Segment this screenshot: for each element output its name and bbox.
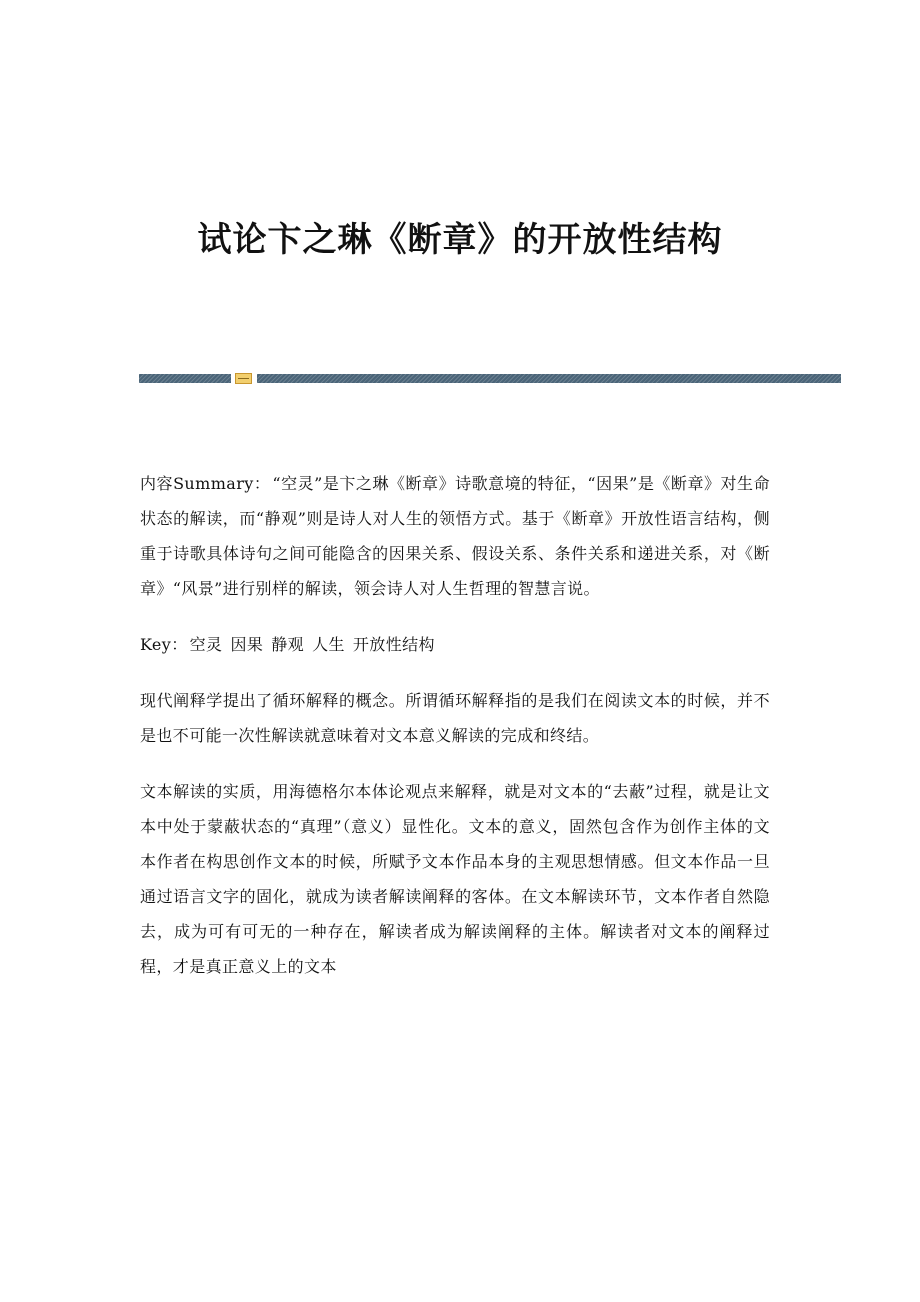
keywords-label: Key：	[140, 635, 188, 654]
body-paragraph: 文本解读的实质，用海德格尔本体论观点来解释，就是对文本的“去蔽”过程，就是让文本中处于蒙蔽状态的“真理”（意义）显性化。文本的意义，固然包含作为创作主体的文本作者在构思创作文本的时候，所赋予文本作品本身的主观思想情感。但文本作品一旦通过语言文字的固化，就成为读者解读阐释的客体。在文本解读环节，文本作者自然隐去，成为可有可无的一种存在，解读者成为解读阐释的主体。解读者对文本的阐释过程，才是真正意义上的文本	[140, 782, 770, 976]
document-body	[140, 466, 770, 1005]
body-paragraph: 现代阐释学提出了循环解释的概念。所谓循环解释指的是我们在阅读文本的时候，并不是也不可能一次性解读就意味着对文本意义解读的完成和终结。	[140, 691, 770, 745]
summary-paragraph	[140, 466, 770, 606]
keyword: 因果	[230, 635, 264, 654]
document-title: 试论卞之琳《断章》的开放性结构	[197, 220, 723, 260]
keyword: 空灵	[189, 635, 223, 654]
envelope-icon	[235, 373, 252, 384]
title-divider-left	[139, 374, 231, 383]
keywords-paragraph	[140, 627, 770, 662]
keyword: 开放性结构	[352, 635, 435, 654]
title-divider-right	[257, 374, 841, 383]
summary-label: 内容Summary：	[140, 474, 271, 493]
keyword: 静观	[271, 635, 305, 654]
keyword: 人生	[312, 635, 345, 654]
summary-text: “空灵”是卞之琳《断章》诗歌意境的特征，“因果”是《断章》对生命状态的解读，而“静观”则是诗人对人生的领悟方式。基于《断章》开放性语言结构，侧重于诗歌具体诗句之间可能隐含的因果关系、假设关系、条件关系和递进关系，对《断章》“风景”进行别样的解读，领会诗人对人生哲理的智慧言说。	[140, 474, 770, 598]
